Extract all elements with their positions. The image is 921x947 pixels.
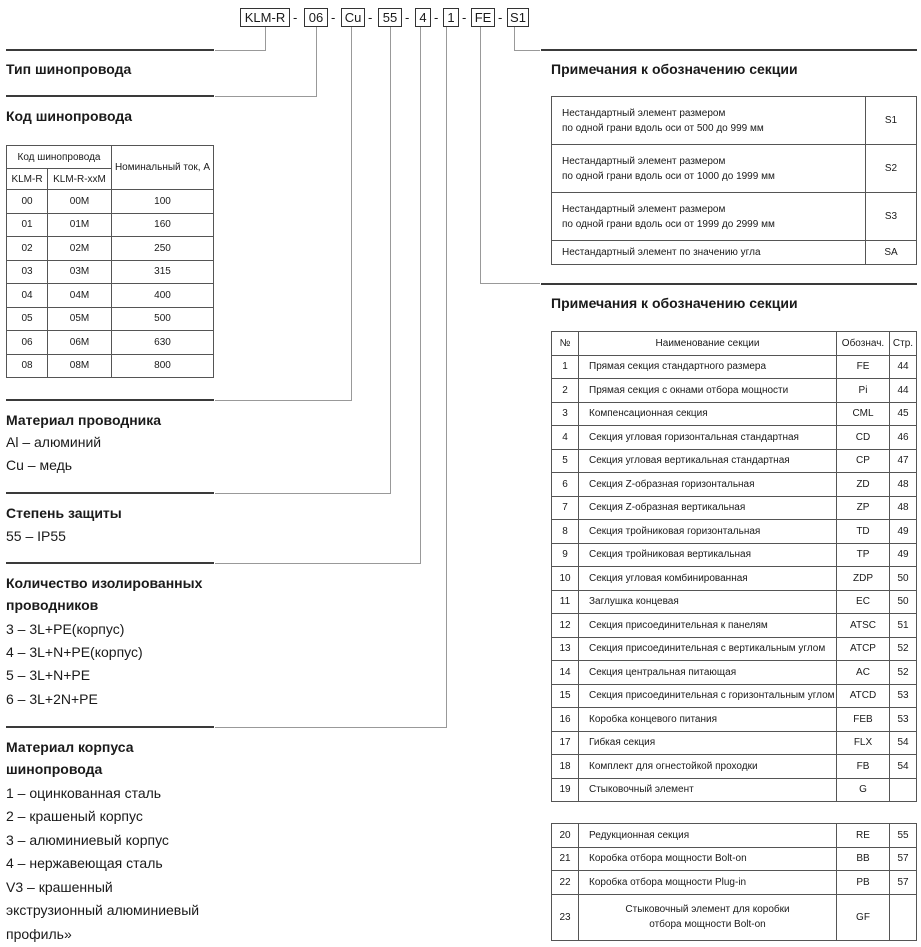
note-code: S2 — [866, 145, 917, 193]
section-page: 57 — [890, 871, 917, 895]
header-page: Стр. — [890, 332, 917, 356]
section-code: PB — [837, 871, 890, 895]
table-row — [552, 894, 917, 940]
section-num: 19 — [552, 778, 579, 802]
section-page: 55 — [890, 824, 917, 848]
section-num: 15 — [552, 684, 579, 708]
table-cell: 01 — [7, 213, 48, 237]
section-page: 49 — [890, 543, 917, 567]
table-cell: 400 — [112, 284, 214, 308]
sections-table-continued — [551, 823, 917, 941]
section-num: 7 — [552, 496, 579, 520]
section-num: 16 — [552, 708, 579, 732]
table-row — [552, 778, 917, 802]
code-part-section: FE — [471, 8, 495, 27]
notes-heading: Примечания к обозначению секции — [551, 61, 798, 77]
section-num: 10 — [552, 567, 579, 591]
section-name: Секция присоединительная к панелям — [579, 614, 837, 638]
housing-item: 2 – крашеный корпус — [6, 808, 143, 824]
section-name: Редукционная секция — [579, 824, 837, 848]
code-part-protection: 55 — [378, 8, 402, 27]
table-cell: 02 — [7, 237, 48, 261]
table-cell: 800 — [112, 354, 214, 378]
housing-item: 3 – алюминиевый корпус — [6, 832, 169, 848]
section-code: GF — [837, 894, 890, 940]
section-page: 51 — [890, 614, 917, 638]
code-heading: Код шинопровода — [6, 108, 132, 124]
housing-item: профиль» — [6, 926, 72, 942]
table-row — [7, 213, 214, 237]
divider — [6, 562, 214, 564]
section-name: Секция угловая комбинированная — [579, 567, 837, 591]
section-name: Прямая секция стандартного размера — [579, 355, 837, 379]
section-page: 48 — [890, 473, 917, 497]
code-separator: - — [498, 10, 503, 25]
leader-line — [215, 400, 352, 401]
divider — [6, 95, 214, 97]
table-cell: 02M — [48, 237, 112, 261]
header-name: Наименование секции — [579, 332, 837, 356]
note-line: Нестандартный элемент размером — [562, 203, 726, 215]
divider — [541, 283, 917, 285]
section-code: FEB — [837, 708, 890, 732]
section-page: 49 — [890, 520, 917, 544]
table-header-current: Номинальный ток, А — [112, 146, 214, 190]
section-page: 52 — [890, 637, 917, 661]
header-code: Обознач. — [837, 332, 890, 356]
code-part-conductors: 4 — [415, 8, 431, 27]
code-part-note: S1 — [507, 8, 529, 27]
section-page — [890, 894, 917, 940]
leader-line — [390, 27, 391, 494]
section-page: 50 — [890, 590, 917, 614]
section-code: FE — [837, 355, 890, 379]
section-name: Коробка отбора мощности Bolt-on — [579, 847, 837, 871]
section-code: EC — [837, 590, 890, 614]
section-num: 18 — [552, 755, 579, 779]
conductors-item: 4 – 3L+N+PE(корпус) — [6, 644, 143, 660]
table-row — [552, 241, 917, 265]
note-line: по одной грани вдоль оси от 500 до 999 мм — [562, 122, 764, 134]
section-num: 13 — [552, 637, 579, 661]
leader-line — [420, 27, 421, 564]
table-cell: 06 — [7, 331, 48, 355]
table-row — [7, 307, 214, 331]
section-name: отбора мощности Bolt-on — [649, 919, 766, 930]
table-cell: 630 — [112, 331, 214, 355]
leader-line — [351, 27, 352, 401]
table-row — [7, 354, 214, 378]
section-code: TP — [837, 543, 890, 567]
leader-line — [446, 27, 447, 728]
table-header-klmr: KLM-R — [7, 169, 48, 190]
section-page: 50 — [890, 567, 917, 591]
section-name: Секция Z-образная горизонтальная — [579, 473, 837, 497]
housing-item: 4 – нержавеющая сталь — [6, 855, 163, 871]
note-code: SA — [866, 241, 917, 265]
table-cell: 08M — [48, 354, 112, 378]
conductors-item: 3 – 3L+PE(корпус) — [6, 621, 125, 637]
section-name: Прямая секция с окнами отбора мощности — [579, 379, 837, 403]
section-name: Секция тройниковая вертикальная — [579, 543, 837, 567]
section-name: Секция центральная питающая — [579, 661, 837, 685]
table-row — [552, 97, 917, 145]
section-page: 45 — [890, 402, 917, 426]
note-line: Нестандартный элемент размером — [562, 107, 726, 119]
code-part-housing: 1 — [443, 8, 459, 27]
header-num: № — [552, 332, 579, 356]
table-row — [552, 402, 917, 426]
table-row — [552, 145, 917, 193]
conductors-item: 6 – 3L+2N+PE — [6, 691, 98, 707]
table-row — [7, 284, 214, 308]
code-part-material: Cu — [341, 8, 365, 27]
leader-line — [514, 27, 515, 51]
leader-line — [215, 563, 421, 564]
table-row — [552, 871, 917, 895]
section-name: Коробка отбора мощности Plug-in — [579, 871, 837, 895]
section-code: FLX — [837, 731, 890, 755]
note-code: S3 — [866, 193, 917, 241]
section-num: 2 — [552, 379, 579, 403]
leader-line — [480, 283, 540, 284]
table-row — [552, 637, 917, 661]
section-code: CP — [837, 449, 890, 473]
table-row — [552, 355, 917, 379]
table-row — [552, 543, 917, 567]
section-code: RE — [837, 824, 890, 848]
section-name: Коробка концевого питания — [579, 708, 837, 732]
section-page: 48 — [890, 496, 917, 520]
table-row — [552, 661, 917, 685]
section-num: 3 — [552, 402, 579, 426]
leader-line — [265, 27, 266, 51]
section-name: Комплект для огнестойкой проходки — [579, 755, 837, 779]
section-name: Секция угловая горизонтальная стандартная — [579, 426, 837, 450]
table-row — [552, 614, 917, 638]
section-page: 52 — [890, 661, 917, 685]
table-header-row — [552, 332, 917, 356]
table-header-klmr-xxm: KLM-R-xxM — [48, 169, 112, 190]
section-code: BB — [837, 847, 890, 871]
leader-line — [215, 493, 391, 494]
housing-item: V3 – крашенный — [6, 879, 113, 895]
table-cell: 04M — [48, 284, 112, 308]
leader-line — [215, 96, 317, 97]
section-num: 4 — [552, 426, 579, 450]
section-num: 20 — [552, 824, 579, 848]
table-row — [7, 260, 214, 284]
table-row — [7, 190, 214, 214]
divider — [6, 399, 214, 401]
section-name: Компенсационная секция — [579, 402, 837, 426]
section-page — [890, 778, 917, 802]
leader-line — [316, 27, 317, 97]
table-row — [552, 684, 917, 708]
section-page: 57 — [890, 847, 917, 871]
leader-line — [514, 50, 540, 51]
section-code: FB — [837, 755, 890, 779]
table-cell: 03 — [7, 260, 48, 284]
rating-table — [6, 145, 214, 378]
table-cell: 250 — [112, 237, 214, 261]
housing-heading: шинопровода — [6, 761, 103, 777]
code-part-type: KLM-R — [240, 8, 290, 27]
table-row — [552, 193, 917, 241]
table-cell: 100 — [112, 190, 214, 214]
table-row — [552, 755, 917, 779]
leader-line — [215, 50, 266, 51]
section-name: Секция присоединительная с вертикальным углом — [579, 637, 837, 661]
housing-item: экструзионный алюминиевый — [6, 902, 200, 918]
section-name: Стыковочный элемент для коробки — [625, 904, 790, 915]
table-group-header: Код шинопровода — [7, 146, 112, 169]
section-page: 46 — [890, 426, 917, 450]
table-cell: 08 — [7, 354, 48, 378]
section-code: CML — [837, 402, 890, 426]
table-row — [7, 331, 214, 355]
section-page: 44 — [890, 355, 917, 379]
table-cell: 500 — [112, 307, 214, 331]
section-code: ATSC — [837, 614, 890, 638]
section-num: 11 — [552, 590, 579, 614]
table-row — [552, 590, 917, 614]
code-separator: - — [293, 10, 298, 25]
table-cell: 160 — [112, 213, 214, 237]
note-line: по одной грани вдоль оси от 1999 до 2999 мм — [562, 218, 775, 230]
table-row — [552, 567, 917, 591]
divider — [6, 726, 214, 728]
section-num: 5 — [552, 449, 579, 473]
table-cell: 05M — [48, 307, 112, 331]
section-name: Заглушка концевая — [579, 590, 837, 614]
section-num: 9 — [552, 543, 579, 567]
section-num: 23 — [552, 894, 579, 940]
note-line: по одной грани вдоль оси от 1000 до 1999 мм — [562, 170, 775, 182]
table-row — [552, 426, 917, 450]
section-num: 17 — [552, 731, 579, 755]
notes-table — [551, 96, 917, 265]
section-code: ATCD — [837, 684, 890, 708]
section-name: Секция угловая вертикальная стандартная — [579, 449, 837, 473]
section-name: Секция тройниковая горизонтальная — [579, 520, 837, 544]
leader-line — [215, 727, 447, 728]
section-code: G — [837, 778, 890, 802]
section-code: TD — [837, 520, 890, 544]
section-page: 47 — [890, 449, 917, 473]
conductors-heading: Количество изолированных — [6, 575, 203, 591]
sections-heading: Примечания к обозначению секции — [551, 295, 798, 311]
section-code: CD — [837, 426, 890, 450]
table-cell: 00 — [7, 190, 48, 214]
housing-heading: Материал корпуса — [6, 739, 134, 755]
material-heading: Материал проводника — [6, 412, 162, 428]
sections-table — [551, 331, 917, 802]
section-num: 6 — [552, 473, 579, 497]
table-row — [7, 237, 214, 261]
section-name: Стыковочный элемент — [579, 778, 837, 802]
material-item: Cu – медь — [6, 457, 73, 473]
code-separator: - — [368, 10, 373, 25]
table-row — [552, 520, 917, 544]
table-row — [552, 473, 917, 497]
section-code: ATCP — [837, 637, 890, 661]
section-code: ZD — [837, 473, 890, 497]
note-line: Нестандартный элемент размером — [562, 155, 726, 167]
section-code: ZDP — [837, 567, 890, 591]
code-part-rating: 06 — [304, 8, 328, 27]
section-page: 54 — [890, 755, 917, 779]
section-num: 1 — [552, 355, 579, 379]
code-separator: - — [331, 10, 336, 25]
section-code: ZP — [837, 496, 890, 520]
table-cell: 00M — [48, 190, 112, 214]
housing-item: 1 – оцинкованная сталь — [6, 785, 162, 801]
table-cell: 01M — [48, 213, 112, 237]
note-code: S1 — [866, 97, 917, 145]
protection-item: 55 – IP55 — [6, 528, 66, 544]
table-cell: 06M — [48, 331, 112, 355]
section-num: 14 — [552, 661, 579, 685]
table-row — [552, 449, 917, 473]
section-num: 22 — [552, 871, 579, 895]
section-num: 12 — [552, 614, 579, 638]
conductors-heading: проводников — [6, 597, 99, 613]
table-row — [552, 379, 917, 403]
divider — [6, 492, 214, 494]
conductors-item: 5 – 3L+N+PE — [6, 667, 91, 683]
section-name: Гибкая секция — [579, 731, 837, 755]
table-row — [552, 847, 917, 871]
table-row — [552, 496, 917, 520]
type-heading: Тип шинопровода — [6, 61, 132, 77]
code-separator: - — [405, 10, 410, 25]
section-page: 53 — [890, 684, 917, 708]
divider — [541, 49, 917, 51]
section-num: 8 — [552, 520, 579, 544]
section-page: 53 — [890, 708, 917, 732]
table-cell: 315 — [112, 260, 214, 284]
table-cell: 03M — [48, 260, 112, 284]
table-row — [552, 708, 917, 732]
note-line: Нестандартный элемент по значению угла — [552, 241, 866, 265]
section-page: 54 — [890, 731, 917, 755]
divider — [6, 49, 214, 51]
section-num: 21 — [552, 847, 579, 871]
leader-line — [480, 27, 481, 284]
section-code: Pi — [837, 379, 890, 403]
table-row — [552, 824, 917, 848]
code-separator: - — [434, 10, 439, 25]
table-row — [552, 731, 917, 755]
protection-heading: Степень защиты — [6, 505, 122, 521]
code-separator: - — [462, 10, 467, 25]
table-cell: 04 — [7, 284, 48, 308]
section-page: 44 — [890, 379, 917, 403]
material-item: Al – алюминий — [6, 434, 102, 450]
section-name: Секция присоединительная с горизонтальным углом — [579, 684, 837, 708]
section-code: AC — [837, 661, 890, 685]
table-cell: 05 — [7, 307, 48, 331]
section-name: Секция Z-образная вертикальная — [579, 496, 837, 520]
